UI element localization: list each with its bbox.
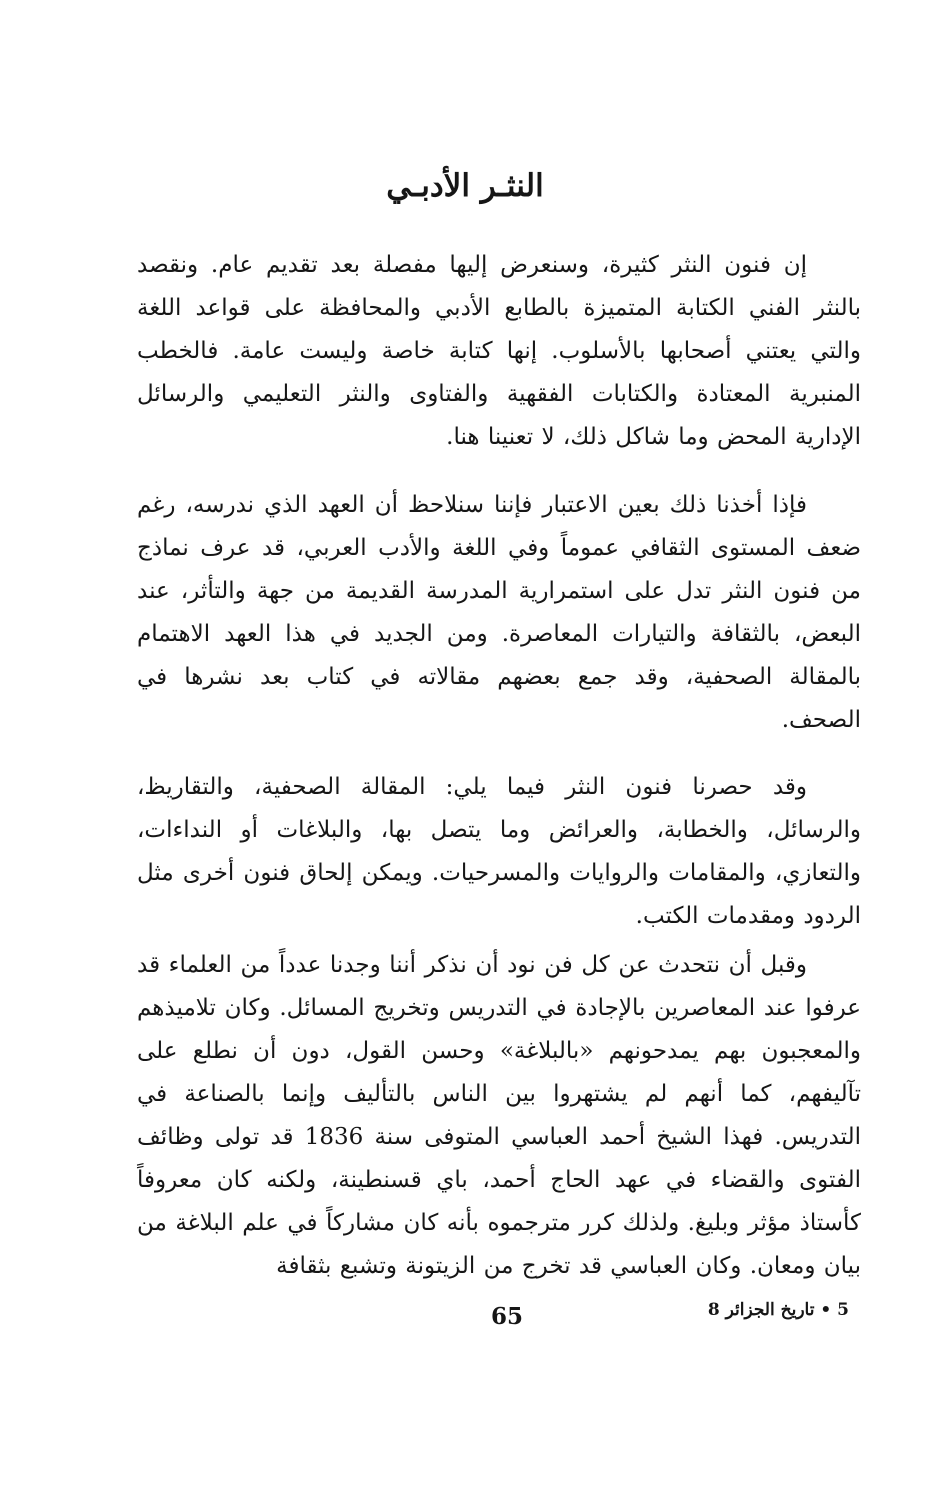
paragraph-3: وقد حصرنا فنون النثر فيما يلي: المقالة الصحفية، والتقاريظ، والرسائل، والخطابة، والعرائض وما يتصل بها، والبلاغات أو النداءات، والتعازي، والمقامات والروايات والمسرحيات. ويمكن إلحاق فنون أخرى مثل الردود ومقدمات الكتب. [137, 774, 861, 929]
paragraph-4: وقبل أن نتحدث عن كل فن نود أن نذكر أننا وجدنا عدداً من العلماء قد عرفوا عند المعاصرين بالإجادة في التدريس وتخريج المسائل. وكان تلاميذهم والمعجبون بهم يمدحونهم «بالبلاغة» وحسن القول، دون أن نطلع على تآليفهم، كما أنهم لم يشتهروا بين الناس بالتأليف وإنما بالصناعة في التدريس. فهذا الشيخ أحمد العباسي المتوفى سنة 1836 قد تولى وظائف الفتوى والقضاء في عهد الحاج أحمد، باي قسنطينة، ولكنه كان معروفاً كأستاذ مؤثر وبليغ. ولذلك كرر مترجموه بأنه كان مشاركاً في علم البلاغة من بيان ومعان. وكان العباسي قد تخرج من الزيتونة وتشبع بثقافة [137, 952, 861, 1279]
page-number: 65 [490, 1303, 523, 1330]
paragraph-2: فإذا أخذنا ذلك بعين الاعتبار فإننا سنلاحظ أن العهد الذي ندرسه، رغم ضعف المستوى الثقافي عموماً وفي اللغة والأدب العربي، قد عرف نماذج من فنون النثر تدل على استمرارية المدرسة القديمة من جهة والتأثر، عند البعض، بالثقافة والتيارات المعاصرة. ومن الجديد في هذا العهد الاهتمام بالمقالة الصحفية، وقد جمع بعضهم مقالاته في كتاب بعد نشرها في الصحف. [137, 492, 861, 733]
page-title: النثـر الأدبـي [386, 168, 544, 204]
printer-signature: 5 • تاريخ الجزائر 8 [707, 1300, 849, 1320]
paragraph-1: إن فنون النثر كثيرة، وسنعرض إليها مفصلة بعد تقديم عام. ونقصد بالنثر الفني الكتابة المتميزة بالطابع الأدبي والمحافظة على قواعد اللغة والتي يعتني أصحابها بالأسلوب. إنها كتابة خاصة وليست عامة. فالخطب المنبرية المعتادة والكتابات الفقهية والفتاوى والنثر التعليمي والرسائل الإدارية المحض وما شاكل ذلك، لا تعنينا هنا. [137, 252, 861, 450]
